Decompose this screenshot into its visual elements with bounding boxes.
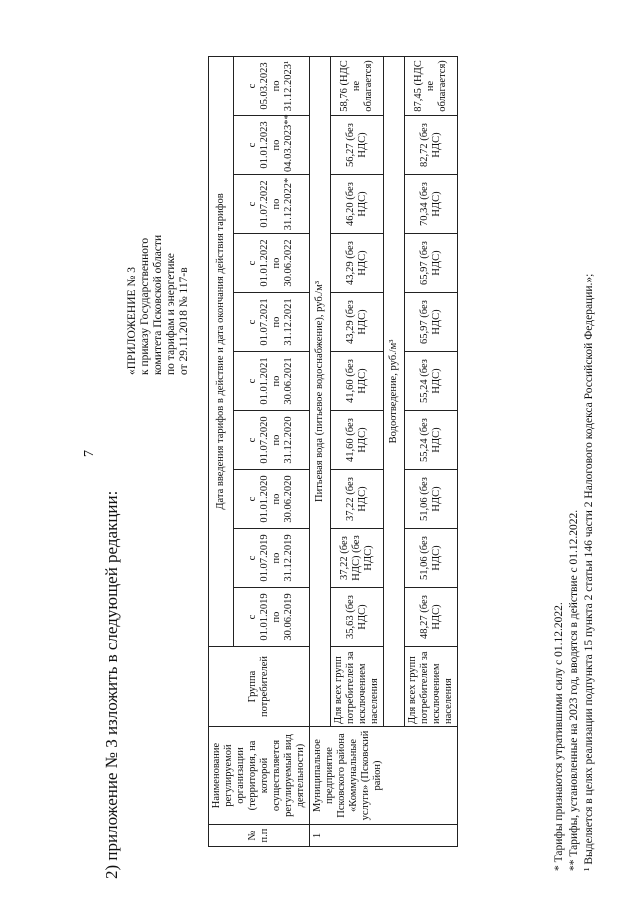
tariff-table [208,56,458,847]
header-number: № п.п [209,825,310,847]
header-dates: Дата введения тарифов в действие и дата окончания действия тарифов [209,56,234,646]
header-group: Группа потребителей [209,647,310,727]
tariff-value: 55,24 (без НДС) [405,352,458,411]
tariff-value: 37,22 (без НДС) (без НДС) [331,529,384,588]
appendix-line: «ПРИЛОЖЕНИЕ № 3 [126,266,138,375]
period-cell: с 01.01.2022 по 30.06.2022 [233,234,309,293]
intro-text: 2) приложение № 3 изложить в следующей редакции: [102,490,121,879]
footnote: * Тарифы признаются утратившими силу с 01.12.2022. [553,602,565,871]
tariff-value: 65,97 (без НДС) [405,293,458,352]
sewer-section-title: Водоотведение, руб./м³ [384,56,405,726]
water-section-row [310,56,331,846]
tariff-value: 41,60 (без НДС) [331,411,384,470]
tariff-value: 48,27 (без НДС) [405,588,458,647]
footnote: ¹ Выделяется в целях реализации подпункта 15 пункта 2 статьи 146 части 2 Налогового кодекса Российской Федерации.»; [583,273,595,871]
period-cell: с 01.01.2021 по 30.06.2021 [233,352,309,411]
tariff-value: 87,45 (НДС не облагается) [405,56,458,115]
appendix-line: комитета Псковской области [152,234,164,375]
footnote: ** Тарифы, установленные на 2023 год, вводятся в действие с 01.12.2022. [568,509,580,871]
period-cell: с 01.01.2023 по 04.03.2023** [233,116,309,175]
period-cell: с 01.01.2020 по 30.06.2020 [233,470,309,529]
tariff-value: 70,34 (без НДС) [405,175,458,234]
tariff-value: 65,97 (без НДС) [405,234,458,293]
period-cell: с 01.07.2022 по 31.12.2022* [233,175,309,234]
period-cell: с 01.07.2021 по 31.12.2021 [233,293,309,352]
header-row [209,56,234,846]
water-section-title: Питьевая вода (питьевое водоснабжение), руб./м³ [310,56,331,726]
tariff-value: 56,27 (без НДС) [331,116,384,175]
tariff-value: 43,29 (без НДС) [331,293,384,352]
consumer-group: Для всех групп потребителей за исключением населения [405,647,458,727]
tariff-value: 58,76 (НДС не облагается) [331,56,384,115]
tariff-value: 51,06 (без НДС) [405,529,458,588]
tariff-value: 51,06 (без НДС) [405,470,458,529]
tariff-value: 41,60 (без НДС) [331,352,384,411]
footnotes [552,274,597,871]
appendix-header [126,75,191,375]
tariff-value: 37,22 (без НДС) [331,470,384,529]
appendix-line: по тарифам и энергетике [165,253,177,375]
tariff-value: 35,63 (без НДС) [331,588,384,647]
row-number: 1 [310,825,458,847]
tariff-value: 43,29 (без НДС) [331,234,384,293]
appendix-line: к приказу Государственного [139,237,151,375]
appendix-line: от 29.11.2018 № 117-в [178,267,190,375]
tariff-value: 82,72 (без НДС) [405,116,458,175]
consumer-group: Для всех групп потребителей за исключением населения [331,647,384,727]
period-cell: с 05.03.2023 по 31.12.2023¹ [233,56,309,115]
page-number: 7 [82,450,97,457]
organization-name: Муниципальное предприятие Псковского района «Коммунальные услуги» (Псковский район) [310,727,458,825]
header-org-name: Наименование регулируемой организации (территория, на которой осуществляется регулируемый вид деятельности) [209,727,310,825]
tariff-value: 55,24 (без НДС) [405,411,458,470]
period-cell: с 01.07.2019 по 31.12.2019 [233,529,309,588]
period-cell: с 01.01.2019 по 30.06.2019 [233,588,309,647]
tariff-value: 46,20 (без НДС) [331,175,384,234]
period-cell: с 01.07.2020 по 31.12.2020 [233,411,309,470]
